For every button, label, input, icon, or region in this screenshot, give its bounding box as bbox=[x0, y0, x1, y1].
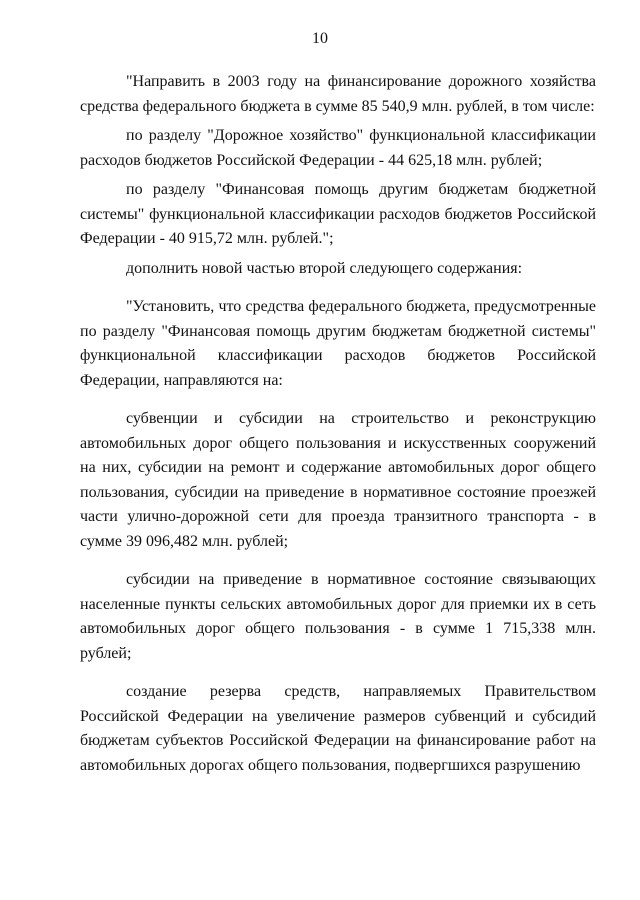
page-number: 10 bbox=[312, 30, 328, 47]
paragraph-road-section: по разделу "Дорожное хозяйство" функциональной классификации расходов бюджетов Российской Федерации - 44 625,18 млн. рублей; bbox=[80, 127, 596, 169]
paragraph-financial-aid-section: по разделу "Финансовая помощь другим бюджетам бюджетной системы" функциональной классификации расходов бюджетов Российской Федерации - 40 915,72 млн. рублей."; bbox=[80, 181, 596, 247]
paragraph-subventions: субвенции и субсидии на строительство и реконструкцию автомобильных дорог общего пользования и искусственных сооружений на них, субсидии на ремонт и содержание автомобильных дорог общего пользования, субсидии на приведение в нормативное состояние проезжей части улично-дорожной сети для проезда транзитного транспорта - в сумме 39 096,482 млн. рублей; bbox=[80, 410, 596, 550]
paragraph-amendment-intro: дополнить новой частью второй следующего содержания: bbox=[126, 259, 523, 277]
paragraph-establish-funds: "Установить, что средства федерального бюджета, предусмотренные по разделу "Финансовая помощь другим бюджетам бюджетной системы" функциональной классификации расходов бюджетов Российской Федерации, направляются на: bbox=[80, 298, 596, 389]
paragraph-rural-roads: субсидии на приведение в нормативное состояние связывающих населенные пункты сельских автомобильных дорог для приемки их в сеть автомобильных дорог общего пользования - в сумме 1 715,338 млн. рублей; bbox=[80, 571, 596, 662]
paragraph-financing-2003: "Направить в 2003 году на финансирование дорожного хозяйства средства федерального бюджета в сумме 85 540,9 млн. рублей, в том числе: bbox=[80, 73, 596, 115]
paragraph-reserve-fund: создание резерва средств, направляемых Правительством Российской Федерации на увеличение размеров субвенций и субсидий бюджетам субъектов Российской Федерации на финансирование работ на автомобильных дорогах общего пользования, подвергшихся разрушению bbox=[80, 683, 596, 774]
document-body bbox=[80, 70, 596, 778]
